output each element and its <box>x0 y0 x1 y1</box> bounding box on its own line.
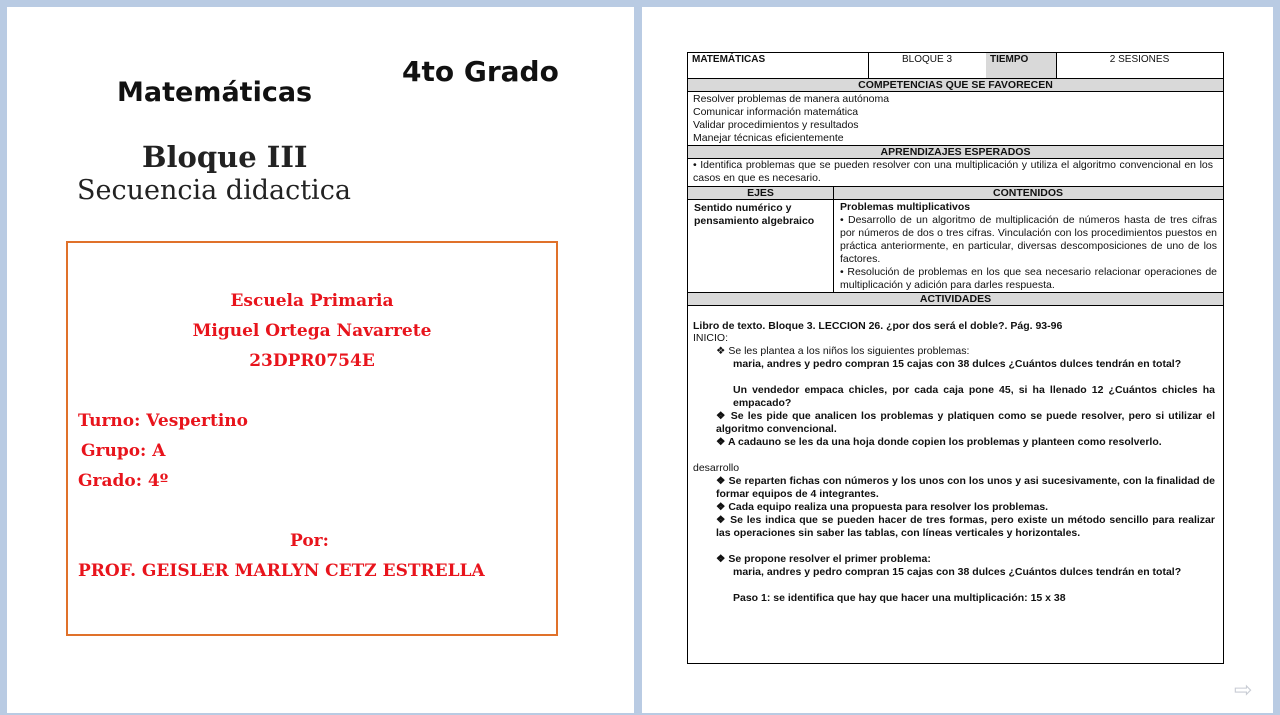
subject-cell: MATEMÁTICAS <box>692 54 766 65</box>
planning-table <box>687 52 1224 664</box>
author-name: PROF. GEISLER MARLYN CETZ ESTRELLA <box>78 561 485 581</box>
school-name: Miguel Ortega Navarrete <box>192 321 432 341</box>
aprendizajes-header: APRENDIZAJES ESPERADOS <box>688 145 1223 159</box>
problem-text: Un vendedor empaca chicles, por cada caja pone 45, si ha llenado 12 ¿Cuántos chicles ha empacado? <box>733 384 1215 409</box>
competencia-item: Comunicar información matemática <box>693 106 859 118</box>
school-code: 23DPR0754E <box>249 351 375 371</box>
ejes-contenidos-header <box>688 186 1223 200</box>
next-arrow-icon[interactable]: ⇨ <box>1234 677 1253 702</box>
activity-item: ❖ Se propone resolver el primer problema: <box>716 553 931 565</box>
planning-page <box>642 7 1273 713</box>
subject-title: Matemáticas <box>117 77 313 108</box>
competencia-item: Manejar técnicas eficientemente <box>693 132 844 144</box>
eje-value: Sentido numérico y pensamiento algebraico <box>694 202 815 227</box>
contenidos-heading: Problemas multiplicativos <box>840 201 971 213</box>
actividades-header: ACTIVIDADES <box>688 292 1223 306</box>
block-cell: BLOQUE 3 <box>901 54 953 65</box>
school-info-box <box>66 241 558 636</box>
competencias-header: COMPETENCIAS QUE SE FAVORECEN <box>688 78 1223 92</box>
grado-label: Grado: 4º <box>78 471 169 491</box>
inicio-label: INICIO: <box>693 332 729 344</box>
school-type: Escuela Primaria <box>230 291 394 311</box>
contenido-item: • Resolución de problemas en los que sea necesario relacionar operaciones de multiplicación y adición para darles respuesta. <box>840 266 1217 291</box>
problem-text: maria, andres y pedro compran 15 cajas con 38 dulces ¿Cuántos dulces tendrán en total? <box>733 358 1182 370</box>
header-row <box>688 53 1223 78</box>
contenidos-title: CONTENIDOS <box>992 187 1063 199</box>
activity-item: ❖ Cada equipo realiza una propuesta para resolver los problemas. <box>716 501 1049 513</box>
turno-label: Turno: Vespertino <box>78 411 248 431</box>
sequence-title: Secuencia didactica <box>77 175 351 206</box>
competencia-item: Validar procedimientos y resultados <box>693 119 859 131</box>
block-title: Bloque III <box>142 140 308 174</box>
time-value-cell: 2 SESIONES <box>1109 54 1170 65</box>
activity-item: ❖ Se reparten fichas con números y los unos con los unos y asi sucesivamente, con la finalidad de formar equipos de 4 integrantes. <box>716 475 1215 500</box>
step-text: Paso 1: se identifica que hay que hacer una multiplicación: 15 x 38 <box>733 592 1066 604</box>
por-label: Por: <box>290 531 329 551</box>
time-label-cell: TIEMPO <box>986 53 1056 78</box>
activity-item: ❖ Se les indica que se pueden hacer de tres formas, pero existe un método sencillo para realizar las operaciones sin saber las tablas, con líneas verticales y horizontales. <box>716 514 1215 539</box>
cover-page <box>7 7 634 713</box>
grade-title: 4to Grado <box>402 55 559 88</box>
activity-item: ❖ Se les pide que analicen los problemas y platiquen como se puede resolver, pero si utilizar el algoritmo convencional. <box>716 410 1215 435</box>
competencia-item: Resolver problemas de manera autónoma <box>693 93 890 105</box>
ejes-title: EJES <box>747 187 774 199</box>
activity-item: ❖ Se les plantea a los niños los siguientes problemas: <box>716 345 970 357</box>
grupo-label: Grupo: A <box>81 441 166 461</box>
problem-text: maria, andres y pedro compran 15 cajas con 38 dulces ¿Cuántos dulces tendrán en total? <box>733 566 1182 578</box>
activity-item: ❖ A cadauno se les da una hoja donde copien los problemas y planteen como resolverlo. <box>716 436 1162 448</box>
aprendizajes-text: • Identifica problemas que se pueden resolver con una multiplicación y utiliza el algoritmo convencional en los casos en que es necesario. <box>693 159 1213 184</box>
desarrollo-label: desarrollo <box>693 462 740 474</box>
contenido-item: • Desarrollo de un algoritmo de multiplicación de números hasta de tres cifras por números de dos o tres cifras. Vinculación con los procedimientos puestos en práctica anteriormente, en particular, diversas descomposiciones de uno de los factores. <box>840 214 1217 265</box>
contenidos-cell <box>836 200 1221 293</box>
libro-reference: Libro de texto. Bloque 3. LECCION 26. ¿por dos será el doble?. Pág. 93-96 <box>693 320 1063 332</box>
